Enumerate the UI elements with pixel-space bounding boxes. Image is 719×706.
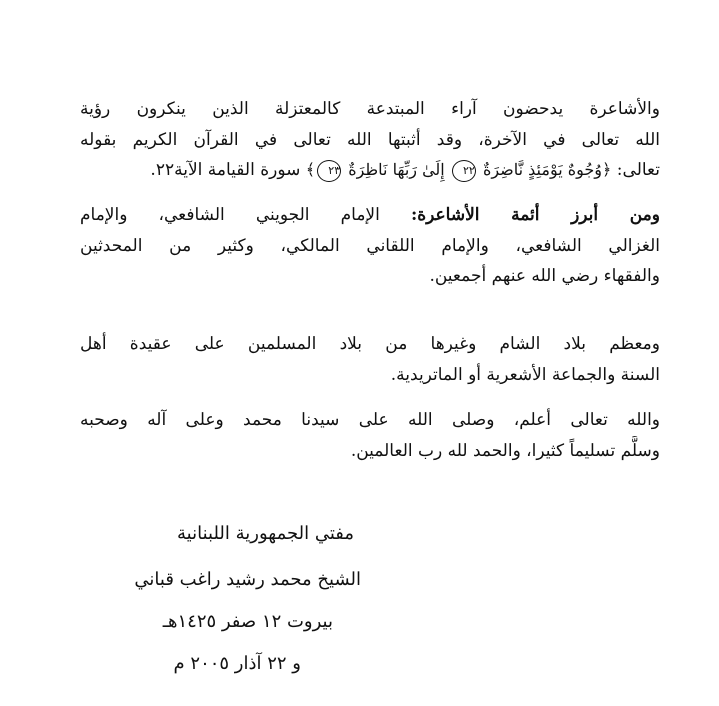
text-line: والفقهاء رضي الله عنهم أجمعين. — [429, 266, 660, 286]
paragraph-sham-regions — [80, 329, 660, 390]
quran-reference: سورة القيامة الآية٢٢. — [150, 160, 301, 180]
quran-bracket-close: ﴾ — [305, 160, 316, 179]
paragraph-closing-prayer — [80, 405, 660, 466]
ayah-number-23: ٢٣ — [317, 160, 341, 182]
signature-name: الشيخ محمد رشيد راغب قباني — [134, 569, 361, 590]
text-line — [80, 200, 660, 231]
text-line: الله تعالى في الآخرة، وقد أثبتها الله تعالى في القرآن الكريم بقوله — [80, 129, 660, 150]
quran-verse-23: إِلَىٰ رَبِّهَا نَاظِرَةٌ — [348, 160, 445, 179]
text-line: والله تعالى أعلم، وصلى الله على سيدنا محمد وعلى آله وصحبه — [80, 410, 660, 430]
text-line: ومعظم بلاد الشام وغيرها من بلاد المسلمين على عقيدة أهل — [80, 334, 660, 354]
bold-lead-phrase: ومن أبرز أئمة الأشاعرة: — [410, 205, 660, 225]
quran-verse-22: وُجُوهٌ يَوْمَئِذٍ نَّاضِرَةٌ — [482, 160, 603, 179]
quran-bracket-open: ﴿ — [602, 160, 612, 179]
text-line: الغزالي الشافعي، والإمام اللقاني المالكي، وكثير من المحدثين — [80, 235, 660, 256]
text-line: وسلَّم تسليماً كثيرا، والحمد لله رب العالمين. — [350, 440, 660, 461]
paragraph-leading-imams — [80, 200, 660, 292]
signature-title: مفتي الجمهورية اللبنانية — [177, 523, 354, 544]
text-line: والأشاعرة يدحضون آراء المبتدعة كالمعتزلة الذين ينكرون رؤية — [80, 99, 660, 119]
text-line-quran — [80, 155, 660, 186]
signature-date-hijri: بيروت ١٢ صفر ١٤٢٥هـ — [162, 611, 333, 632]
text-run: الإمام الجويني الشافعي، والإمام — [80, 205, 380, 225]
ayah-number-22: ٢٢ — [452, 160, 476, 182]
quran-intro: تعالى: — [616, 160, 660, 180]
paragraph-ashaira-ru-ya — [80, 94, 660, 186]
quran-verse — [306, 160, 612, 179]
text-line: السنة والجماعة الأشعرية أو الماتريدية. — [390, 364, 660, 385]
signature-date-gregorian: و ٢٢ آذار ٢٠٠٥ م — [173, 653, 301, 674]
